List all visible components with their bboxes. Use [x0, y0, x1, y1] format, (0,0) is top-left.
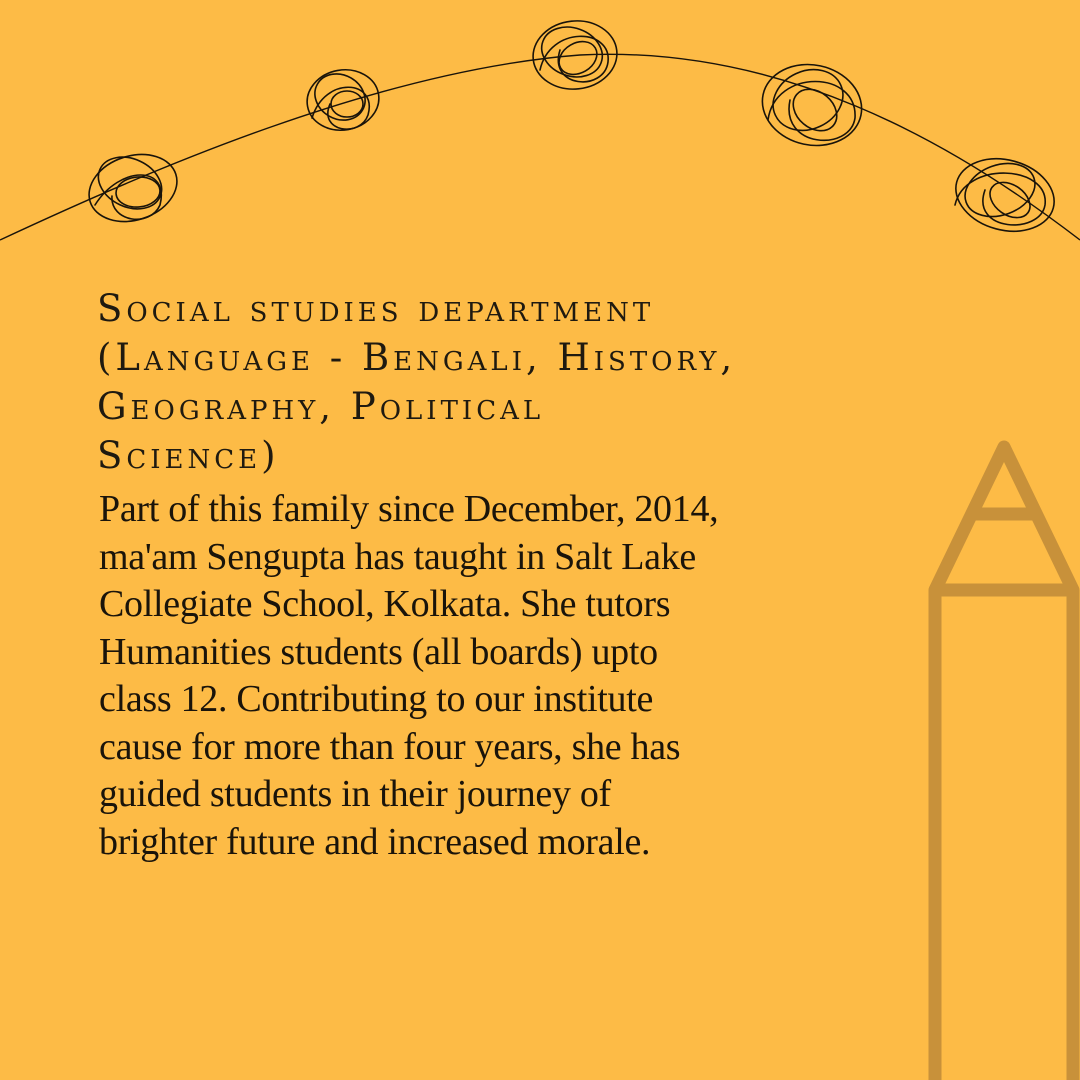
department-heading [97, 284, 897, 480]
heading-line: Science) [97, 434, 280, 477]
heading-line: Geography, Political [97, 385, 545, 428]
bio-line: Collegiate School, Kolkata. She tutors [99, 583, 671, 625]
teacher-bio [99, 486, 839, 866]
bio-line: class 12. Contributing to our institute [99, 678, 654, 720]
bio-line: cause for more than four years, she has [99, 725, 681, 768]
bio-line: brighter future and increased morale. [99, 820, 651, 863]
bio-line: guided students in their journey of [99, 773, 611, 815]
bio-line: Humanities students (all boards) upto [99, 630, 658, 673]
heading-line: Social studies department [97, 287, 655, 330]
bio-line: Part of this family since December, 2014, [99, 488, 719, 530]
heading-line: (Language - Bengali, History, [97, 336, 737, 379]
bio-line: ma'am Sengupta has taught in Salt Lake [99, 535, 696, 578]
